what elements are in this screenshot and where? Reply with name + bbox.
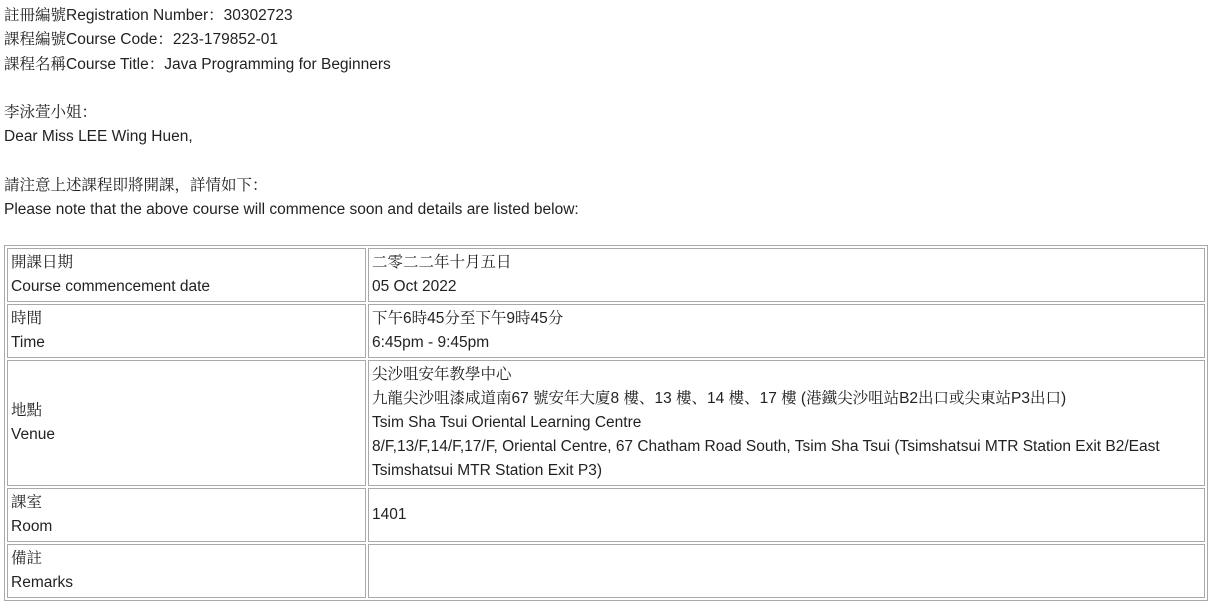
table-row-venue — [7, 360, 1205, 486]
remarks-label-cell — [7, 544, 366, 598]
time-value-cell — [368, 304, 1205, 358]
course-details-table — [4, 245, 1208, 601]
venue-address-zh: 九龍尖沙咀漆咸道南67 號安年大廈8 樓、13 樓、14 樓、17 樓 (港鐵尖沙咀站B2出口或尖東站P3出口) — [372, 390, 1067, 407]
course-notice-header — [4, 4, 579, 223]
table-row-remarks — [7, 544, 1205, 598]
room-label-en: Room — [11, 518, 53, 535]
venue-label-zh: 地點 — [11, 402, 43, 419]
date-label-zh: 開課日期 — [11, 254, 74, 271]
venue-label-cell — [7, 360, 366, 486]
room-value-cell — [368, 488, 1205, 542]
table-row-room — [7, 488, 1205, 542]
course-title: 課程名稱Course Title：Java Programming for Beginners — [4, 55, 391, 73]
room-value: 1401 — [372, 506, 407, 523]
remarks-label-zh: 備註 — [11, 550, 43, 567]
time-value-zh: 下午6時45分至下午9時45分 — [372, 310, 564, 327]
course-code: 課程編號Course Code：223-179852-01 — [4, 31, 278, 49]
venue-value-cell — [368, 360, 1205, 486]
venue-address-en: 8/F,13/F,14/F,17/F, Oriental Centre, 67 Chatham Road South, Tsim Sha Tsui (Tsimshatsui MTR Station Exit B2/East Tsimshatsui MTR Station Exit P3) — [372, 438, 1160, 479]
room-label-zh: 課室 — [11, 494, 43, 511]
notice-zh: 請注意上述課程即將開課，詳情如下： — [4, 177, 268, 195]
time-label-en: Time — [11, 334, 45, 351]
salutation-zh: 李泳萱小姐： — [4, 104, 98, 122]
registration-number: 註冊編號Registration Number：30302723 — [4, 7, 293, 24]
time-label-zh: 時間 — [11, 310, 43, 327]
date-value-zh: 二零二二年十月五日 — [372, 254, 512, 271]
table-row-date — [7, 248, 1205, 302]
remarks-label-en: Remarks — [11, 574, 74, 591]
spacer — [4, 77, 579, 101]
venue-name-zh: 尖沙咀安年教學中心 — [372, 366, 512, 383]
room-label-cell — [7, 488, 366, 542]
spacer — [4, 150, 579, 174]
date-label-en: Course commencement date — [11, 278, 211, 295]
time-value-en: 6:45pm - 9:45pm — [372, 334, 490, 351]
table-row-time — [7, 304, 1205, 358]
remarks-value-cell — [368, 544, 1205, 598]
date-value-en: 05 Oct 2022 — [372, 278, 457, 295]
salutation-en: Dear Miss LEE Wing Huen, — [4, 128, 193, 146]
time-label-cell — [7, 304, 366, 358]
venue-name-en: Tsim Sha Tsui Oriental Learning Centre — [372, 414, 642, 431]
venue-label-en: Venue — [11, 426, 55, 443]
date-label-cell — [7, 248, 366, 302]
date-value-cell — [368, 248, 1205, 302]
notice-en: Please note that the above course will commence soon and details are listed below: — [4, 201, 579, 219]
